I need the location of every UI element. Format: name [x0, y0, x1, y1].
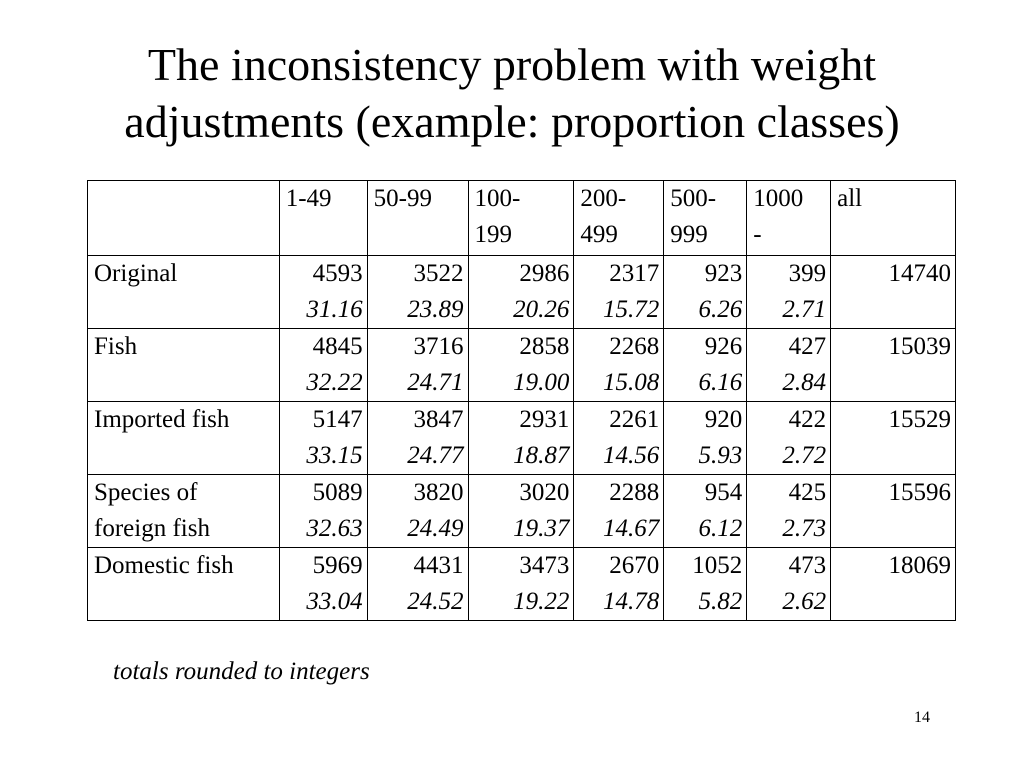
slide-title-line-2: adjustments (example: proportion classes) [124, 96, 900, 147]
count-value: 920 [704, 406, 743, 433]
percent-value: 19.22 [513, 588, 570, 615]
table-cell [747, 329, 831, 402]
percent-value: 14.78 [603, 588, 660, 615]
count-value: 3473 [519, 552, 570, 579]
row-label: Fish [88, 329, 280, 402]
table-cell [664, 329, 747, 402]
table-body [88, 256, 956, 621]
percent-value: 15.72 [603, 296, 660, 323]
count-value: 2268 [609, 333, 660, 360]
percent-value: 14.56 [603, 442, 660, 469]
count-value: 2288 [609, 479, 660, 506]
column-header [88, 181, 280, 256]
column-header: 50-99 [367, 181, 468, 256]
count-value: 2986 [519, 260, 570, 287]
table-cell [279, 548, 367, 621]
table-cell [367, 329, 468, 402]
table-cell [747, 256, 831, 329]
percent-value: 19.37 [513, 515, 570, 542]
column-header: 500- 999 [664, 181, 747, 256]
percent-value: 2.73 [782, 515, 827, 542]
count-value: 926 [704, 333, 743, 360]
table-cell [574, 548, 664, 621]
row-label: Imported fish [88, 402, 280, 475]
count-value: 4431 [413, 552, 464, 579]
table-cell [279, 256, 367, 329]
count-value: 3020 [519, 479, 570, 506]
table-cell [664, 475, 747, 548]
table-row [88, 548, 956, 621]
percent-value: 33.15 [306, 442, 363, 469]
percent-value: 23.89 [407, 296, 464, 323]
table-row [88, 475, 956, 548]
total-value: 14740 [831, 256, 956, 329]
table-cell [574, 329, 664, 402]
count-value: 2931 [519, 406, 570, 433]
percent-value: 6.26 [698, 296, 743, 323]
table-row [88, 256, 956, 329]
percent-value: 32.22 [306, 369, 363, 396]
count-value: 399 [788, 260, 827, 287]
page-number: 14 [914, 709, 930, 726]
table-header-row [88, 181, 956, 256]
count-value: 5969 [312, 552, 363, 579]
count-value: 2670 [609, 552, 660, 579]
percent-value: 2.84 [782, 369, 827, 396]
table-cell [664, 402, 747, 475]
percent-value: 2.72 [782, 442, 827, 469]
percent-value: 33.04 [306, 588, 363, 615]
count-value: 2317 [609, 260, 660, 287]
table-cell [367, 256, 468, 329]
percent-value: 24.52 [407, 588, 464, 615]
percent-value: 6.12 [698, 515, 743, 542]
count-value: 3522 [413, 260, 464, 287]
count-value: 954 [704, 479, 743, 506]
percent-value: 5.82 [698, 588, 743, 615]
table-cell [279, 402, 367, 475]
percent-value: 15.08 [603, 369, 660, 396]
table-cell [468, 548, 574, 621]
slide-title [0, 36, 1024, 150]
percent-value: 2.62 [782, 588, 827, 615]
table-cell [574, 475, 664, 548]
count-value: 4845 [312, 333, 363, 360]
percent-value: 24.49 [407, 515, 464, 542]
column-header: all [831, 181, 956, 256]
percent-value: 2.71 [782, 296, 827, 323]
percent-value: 19.00 [513, 369, 570, 396]
percent-value: 24.77 [407, 442, 464, 469]
table-cell [279, 329, 367, 402]
table-cell [367, 475, 468, 548]
column-header: 1000 - [747, 181, 831, 256]
table-cell [468, 475, 574, 548]
count-value: 923 [704, 260, 743, 287]
table-cell [367, 548, 468, 621]
total-value: 15596 [831, 475, 956, 548]
column-header: 200- 499 [574, 181, 664, 256]
table-cell [468, 329, 574, 402]
count-value: 4593 [312, 260, 363, 287]
table-cell [468, 256, 574, 329]
count-value: 5089 [312, 479, 363, 506]
row-label: Species of foreign fish [88, 475, 280, 548]
column-header: 100- 199 [468, 181, 574, 256]
count-value: 1052 [692, 552, 743, 579]
total-value: 15529 [831, 402, 956, 475]
percent-value: 24.71 [407, 369, 464, 396]
total-value: 18069 [831, 548, 956, 621]
table-cell [747, 548, 831, 621]
footnote: totals rounded to integers [113, 658, 370, 685]
count-value: 5147 [312, 406, 363, 433]
percent-value: 31.16 [306, 296, 363, 323]
table-cell [367, 402, 468, 475]
table-cell [747, 402, 831, 475]
table-row [88, 329, 956, 402]
table-cell [574, 256, 664, 329]
percent-value: 32.63 [306, 515, 363, 542]
count-value: 427 [788, 333, 827, 360]
table-cell [468, 402, 574, 475]
percent-value: 14.67 [603, 515, 660, 542]
total-value: 15039 [831, 329, 956, 402]
table-cell [664, 548, 747, 621]
percent-value: 20.26 [513, 296, 570, 323]
count-value: 2858 [519, 333, 570, 360]
table-cell [279, 475, 367, 548]
table-cell [664, 256, 747, 329]
weight-adjustment-table [87, 180, 956, 621]
count-value: 425 [788, 479, 827, 506]
count-value: 422 [788, 406, 827, 433]
table-row [88, 402, 956, 475]
row-label: Original [88, 256, 280, 329]
column-header: 1-49 [279, 181, 367, 256]
percent-value: 18.87 [513, 442, 570, 469]
count-value: 3716 [413, 333, 464, 360]
count-value: 2261 [609, 406, 660, 433]
count-value: 473 [788, 552, 827, 579]
table-cell [574, 402, 664, 475]
percent-value: 6.16 [698, 369, 743, 396]
count-value: 3820 [413, 479, 464, 506]
row-label: Domestic fish [88, 548, 280, 621]
table-cell [747, 475, 831, 548]
percent-value: 5.93 [698, 442, 743, 469]
slide-title-line-1: The inconsistency problem with weight [147, 39, 877, 90]
count-value: 3847 [413, 406, 464, 433]
